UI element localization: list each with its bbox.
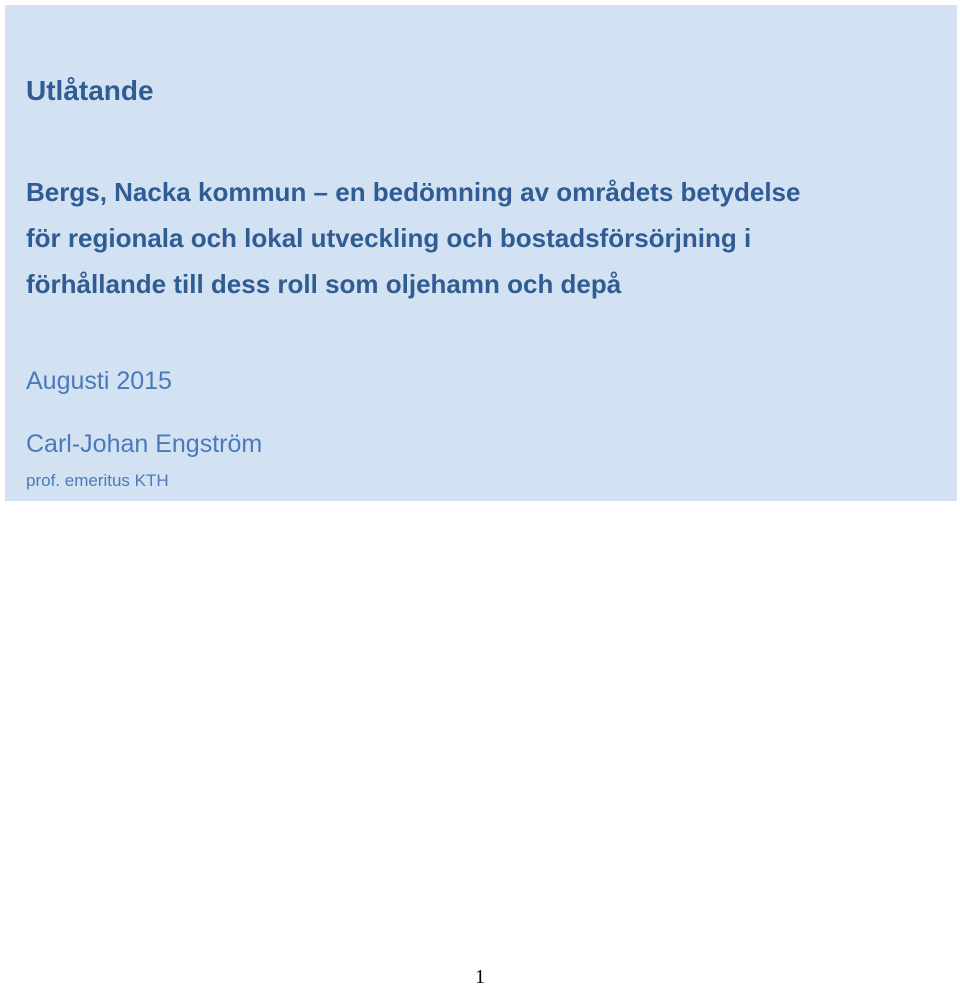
page-number: 1 — [475, 966, 485, 988]
document-author: Carl-Johan Engström — [26, 430, 263, 458]
document-title-line: förhållande till dess roll som oljehamn och depå — [26, 269, 622, 299]
cover-box — [5, 5, 957, 501]
document-title-line: Bergs, Nacka kommun – en bedömning av områdets betydelse — [26, 177, 801, 207]
document-date: Augusti 2015 — [26, 367, 172, 395]
author-affiliation: prof. emeritus KTH — [26, 471, 169, 490]
document-title — [26, 169, 800, 307]
document-title-line: för regionala och lokal utveckling och bostadsförsörjning i — [26, 223, 752, 253]
document-type: Utlåtande — [26, 75, 154, 106]
